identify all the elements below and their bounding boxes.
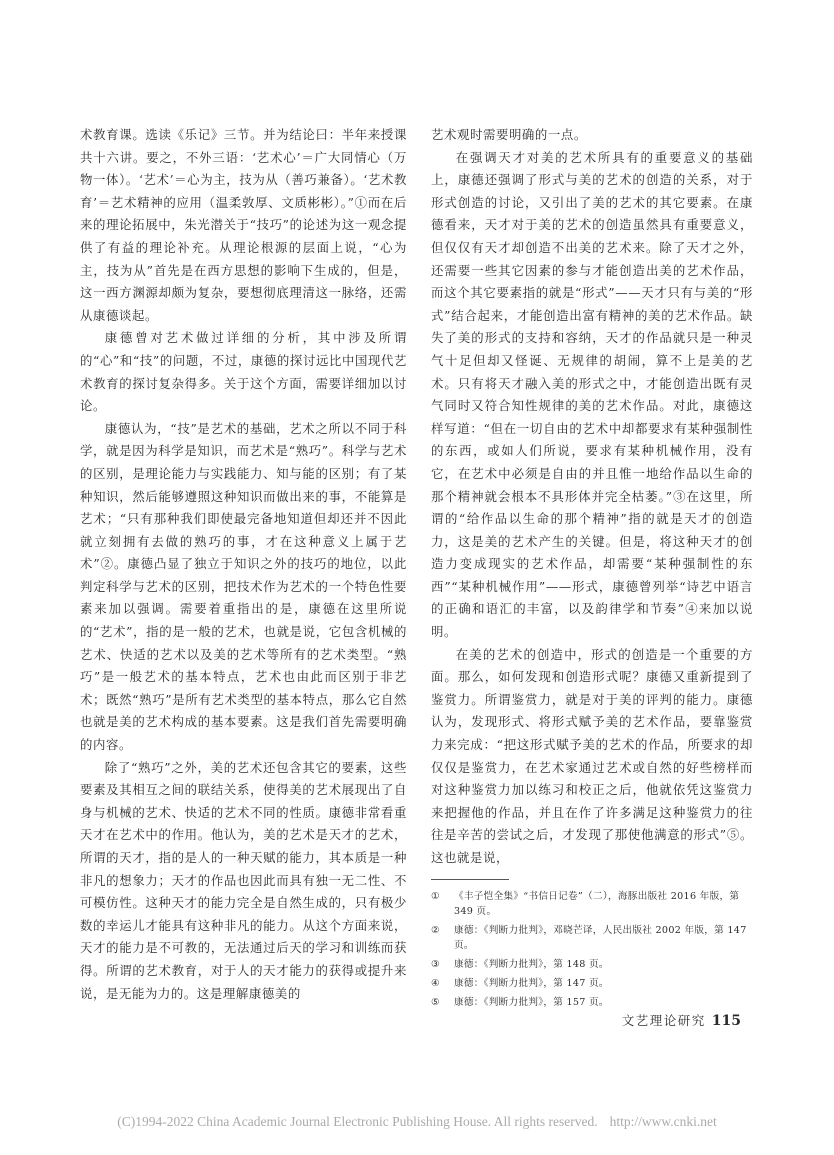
footnote-text: 《丰子恺全集》“书信日记卷”（二），海豚出版社 2016 年版，第 349 页。	[454, 891, 740, 917]
left-paragraph-4: 除了“熟巧”之外，美的艺术还包含其它的要素，这些要素及其相互之间的联结关系，使得美的艺术展现出了自身与机械的艺术、快适的艺术不同的性质。康德非常看重天才在艺术中的作用。他认为，美的艺术是天才的艺术，所谓的天才，指的是人的一种天赋的能力，其本质是一种非凡的想象力；天才的作品也因此而具有独一无二性、不可模仿性。这种天才的能力完全是自然生成的，只有极少数的幸运儿才能具有这种非凡的能力。从这个方面来说，天才的能力是不可教的，无法通过后天的学习和训练而获得。所谓的艺术教育，对于人的天才能力的获得或提升来说，是无能为力的。这是理解康德美的	[80, 759, 407, 1001]
cnki-link[interactable]: http://www.cnki.net	[609, 1114, 717, 1129]
copyright-text: (C)1994-2022 China Academic Journal Electronic Publishing House. All rights reserved.	[117, 1114, 598, 1129]
footnote-1	[431, 889, 753, 919]
footnote-text: 康德：《判断力批判》，第 157 页。	[454, 997, 609, 1008]
footnotes	[431, 889, 753, 1014]
footnote-mark: ④	[431, 978, 440, 989]
footnote-text: 康德：《判断力批判》，第 148 页。	[454, 959, 609, 970]
footnote-divider	[431, 879, 509, 880]
footnote-mark: ③	[431, 959, 440, 970]
right-text-column	[431, 124, 753, 870]
footnote-mark: ⑤	[431, 997, 440, 1008]
right-paragraph-3: 在美的艺术的创造中，形式的创造是一个重要的方面。那么，如何发现和创造形式呢？康德又重新提到了鉴赏力。所谓鉴赏力，就是对于美的评判的能力。康德认为，发现形式、将形式赋予美的艺术作品，要靠鉴赏力来完成：“把这形式赋予美的艺术的作品，所要求的却仅仅是鉴赏力，在艺术家通过艺术或自然的好些榜样而对这种鉴赏力加以练习和校正之后，他就依凭这鉴赏力来把握他的作品，并且在作了许多满足这种鉴赏力的往往是辛苦的尝试之后，才发现了那使他满意的形式”⑤。这也就是说，	[431, 646, 753, 865]
footnote-5	[431, 995, 753, 1010]
copyright-watermark	[0, 1114, 834, 1130]
page-number: 115	[711, 1013, 741, 1029]
left-paragraph-2: 康德曾对艺术做过详细的分析，其中涉及所谓的“心”和“技”的问题，不过，康德的探讨远比中国现代艺术教育的探讨复杂得多。关于这个方面，需要详细加以讨论。	[80, 330, 407, 414]
left-text-column	[80, 124, 407, 1005]
left-paragraph-1: 术教育课。选读《乐记》三节。并为结论曰：半年来授课共十六讲。要之，不外三语：‘艺术心’＝广大同情心（万物一体）。‘艺术’＝心为主，技为从（善巧兼备）。‘艺术教育’＝艺术精神的应用（温柔敦厚、文质彬彬）。”①而在后来的理论拓展中，朱光潜关于“技巧”的论述为这一观念提供了有益的理论补充。从理论根源的层面上说，“心为主，技为从”首先是在西方思想的影响下生成的，但是，这一西方渊源却颇为复杂，要想彻底理清这一脉络，还需从康德谈起。	[80, 127, 407, 323]
footnote-text: 康德：《判断力批判》，邓晓芒译，人民出版社 2002 年版，第 147 页。	[454, 925, 747, 951]
footnote-mark: ①	[431, 891, 440, 902]
footnote-3	[431, 957, 753, 972]
footnote-mark: ②	[431, 925, 440, 936]
page-footer	[622, 1011, 741, 1029]
footnote-text: 康德：《判断力批判》，第 147 页。	[454, 978, 609, 989]
right-paragraph-1: 艺术观时需要明确的一点。	[431, 127, 587, 142]
journal-name: 文艺理论研究	[621, 1013, 706, 1028]
footnote-2	[431, 923, 753, 953]
footnote-4	[431, 976, 753, 991]
left-paragraph-3: 康德认为，“技”是艺术的基础，艺术之所以不同于科学，就是因为科学是知识，而艺术是“熟巧”。科学与艺术的区别，是理论能力与实践能力、知与能的区别；有了某种知识，然后能够遵照这种知识而做出来的事，不能算是艺术；“只有那种我们即使最完备地知道但却还并不因此就立刻拥有去做的熟巧的事，才在这种意义上属于艺术”②。康德凸显了独立于知识之外的技巧的地位，以此判定科学与艺术的区别，把技术作为艺术的一个特色性要素来加以强调。需要着重指出的是，康德在这里所说的“艺术”，指的是一般的艺术，也就是说，它包含机械的艺术、快适的艺术以及美的艺术等所有的艺术类型。“熟巧”是一般艺术的基本特点，艺术也由此而区别于非艺术；既然“熟巧”是所有艺术类型的基本特点，那么它自然也就是美的艺术构成的基本要素。这是我们首先需要明确的内容。	[80, 420, 407, 753]
right-paragraph-2: 在强调天才对美的艺术所具有的重要意义的基础上，康德还强调了形式与美的艺术的创造的关系，对于形式创造的讨论，又引出了美的艺术的其它要素。在康德看来，天才对于美的艺术的创造虽然具有重要意义，但仅仅有天才却创造不出美的艺术来。除了天才之外，还需要一些其它因素的参与才能创造出美的艺术作品，而这个其它要素指的就是“形式”——天才只有与美的“形式”结合起来，才能创造出富有精神的美的艺术作品。缺失了美的形式的支持和容纳，天才的作品就只是一种灵气十足但却又怪诞、无规律的胡闹，算不上是美的艺术。只有将天才融入美的形式之中，才能创造出既有灵气同时又符合知性规律的美的艺术作品。对此，康德这样写道：“但在一切自由的艺术中却都要求有某种强制性的东西，或如人们所说，要求有某种机械作用，没有它，在艺术中必须是自由的并且惟一地给作品以生命的那个精神就会根本不具形体并完全枯萎。”③在这里，所谓的“给作品以生命的那个精神”指的就是天才的创造力，这是美的艺术产生的关键。但是，将这种天才的创造力变成现实的艺术作品，却需要“某种强制性的东西”“某种机械作用”——形式，康德曾列举“诗艺中语言的正确和语汇的丰富，以及韵律学和节奏”④来加以说明。	[431, 149, 753, 640]
